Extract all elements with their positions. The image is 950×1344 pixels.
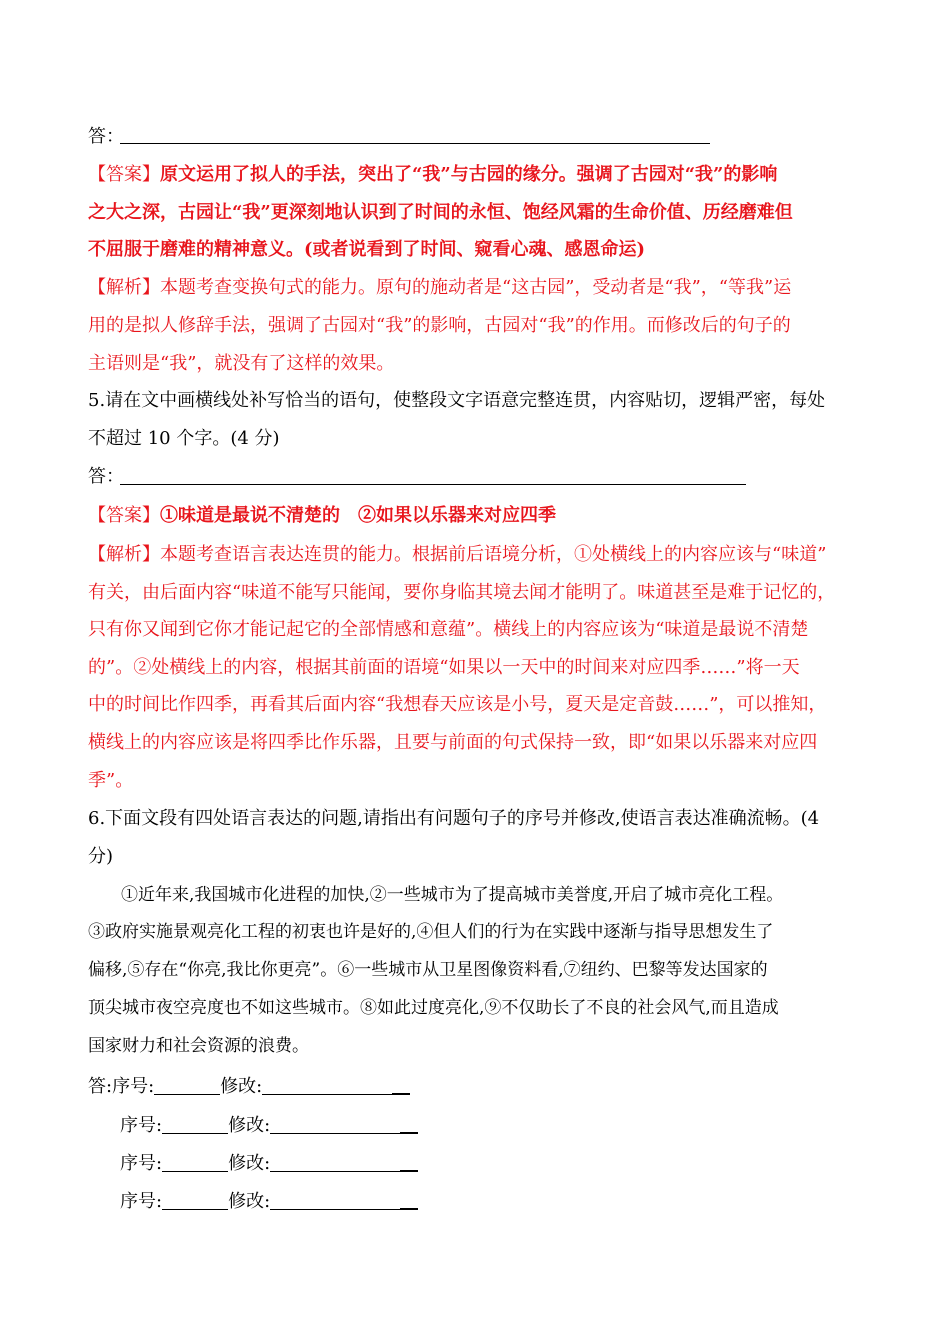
- q6-seq-label: 序号:: [120, 1191, 163, 1212]
- q6-modify-label: 修改:: [220, 1076, 263, 1097]
- q6-passage-line-1: ①近年来,我国城市化进程的加快,②一些城市为了提高城市美誉度,开启了城市亮化工程。: [121, 885, 784, 905]
- q5-analysis-line-4: 的”。②处横线上的内容，根据其前面的语境“如果以一天中的时间来对应四季……”将一天: [88, 657, 800, 678]
- q6-modify-blank-2-end: [400, 1114, 418, 1134]
- q6-modify-label: 修改:: [228, 1191, 271, 1212]
- q5-answer-text: ①味道是最说不清楚的 ②如果以乐器来对应四季: [160, 505, 556, 526]
- q5-answer-tag: 【答案】: [88, 505, 160, 526]
- q4-answer-line-1: 原文运用了拟人的手法，突出了“我”与古园的缘分。强调了古园对“我”的影响: [160, 164, 778, 185]
- q6-modify-blank-1-end: [392, 1075, 410, 1095]
- q6-answer-row-1: [88, 1072, 410, 1098]
- q6-passage-line-3: 偏移,⑤存在“你亮,我比你更亮”。⑥一些城市从卫星图像资料看,⑦纽约、巴黎等发达国家的: [88, 960, 768, 980]
- q5-analysis-line-5: 中的时间比作四季，再看其后面内容“我想春天应该是小号，夏天是定音鼓……”，可以推知，: [88, 694, 827, 715]
- q6-modify-blank-4[interactable]: [270, 1191, 400, 1210]
- q6-seq-label: 序号:: [120, 1153, 163, 1174]
- q4-answer-tag: 【答案】: [88, 164, 160, 185]
- q6-question-line-1: 6.下面文段有四处语言表达的问题,请指出有问题句子的序号并修改,使语言表达准确流畅。(4: [88, 808, 820, 829]
- q5-analysis-block: [88, 540, 826, 566]
- q6-answer-row-3: [120, 1149, 418, 1175]
- q6-seq-blank-3[interactable]: [162, 1153, 228, 1172]
- q5-analysis-line-3: 只有你又闻到它你才能记起它的全部情感和意蕴”。横线上的内容应该为“味道是最说不清楚: [88, 619, 809, 640]
- q5-analysis-line-7: 季”。: [88, 770, 134, 791]
- q6-passage-line-4: 顶尖城市夜空亮度也不如这些城市。⑧如此过度亮化,⑨不仅助长了不良的社会风气,而且造成: [88, 998, 779, 1018]
- q4-analysis-line-2: 用的是拟人修辞手法，强调了古园对“我”的影响，古园对“我”的作用。而修改后的句子的: [88, 315, 791, 336]
- q5-analysis-line-2: 有关，由后面内容“味道不能写只能闻，要你身临其境去闻才能明了。味道甚至是难于记忆的，: [88, 582, 836, 603]
- q4-answer-label: 答：: [88, 126, 124, 147]
- q4-answer-blank[interactable]: [120, 143, 710, 144]
- q6-seq-label: 序号:: [112, 1076, 155, 1097]
- q5-answer-blank[interactable]: [120, 484, 746, 485]
- q4-answer-line-3: 不屈服于磨难的精神意义。(或者说看到了时间、窥看心魂、感恩命运): [88, 239, 646, 260]
- q6-passage-line-2: ③政府实施景观亮化工程的初衷也许是好的,④但人们的行为在实践中逐渐与指导思想发生了: [88, 922, 774, 942]
- q6-question-line-2: 分): [88, 846, 114, 867]
- q4-analysis-tag: 【解析】: [88, 277, 160, 298]
- q6-seq-label: 序号:: [120, 1115, 163, 1136]
- q6-modify-label: 修改:: [228, 1153, 271, 1174]
- q5-question-line-1: 5.请在文中画横线处补写恰当的语句，使整段文字语意完整连贯，内容贴切，逻辑严密，每处: [88, 390, 826, 411]
- q6-answer-row-2: [120, 1111, 418, 1137]
- q5-analysis-tag: 【解析】: [88, 544, 160, 565]
- q4-answer-line: [88, 122, 124, 148]
- q5-answer-line: [88, 462, 124, 488]
- q4-analysis-line-3: 主语则是“我”，就没有了这样的效果。: [88, 353, 395, 374]
- q6-modify-blank-1[interactable]: [262, 1076, 392, 1095]
- q4-analysis-line-1: 本题考查变换句式的能力。原句的施动者是“这古园”，受动者是“我”，“等我”运: [160, 277, 792, 298]
- q6-modify-blank-3[interactable]: [270, 1153, 400, 1172]
- q6-seq-blank-4[interactable]: [162, 1191, 228, 1210]
- q5-question-line-2: 不超过 10 个字。(4 分): [88, 428, 280, 449]
- q5-analysis-line-1: 本题考查语言表达连贯的能力。根据前后语境分析，①处横线上的内容应该与“味道”: [160, 544, 827, 565]
- q6-modify-blank-4-end: [400, 1190, 418, 1210]
- q6-modify-label: 修改:: [228, 1115, 271, 1136]
- q6-passage-line-5: 国家财力和社会资源的浪费。: [88, 1036, 309, 1056]
- q6-answer-row-4: [120, 1187, 418, 1213]
- q5-answer-block: [88, 501, 556, 527]
- q6-seq-blank-2[interactable]: [162, 1115, 228, 1134]
- q4-answer-block: [88, 160, 777, 186]
- q6-modify-blank-2[interactable]: [270, 1115, 400, 1134]
- q6-modify-blank-3-end: [400, 1152, 418, 1172]
- q4-answer-line-2: 之大之深，古园让“我”更深刻地认识到了时间的永恒、饱经风霜的生命价值、历经磨难但: [88, 202, 793, 223]
- q6-seq-blank-1[interactable]: [154, 1076, 220, 1095]
- q6-answer-label: 答:: [88, 1076, 113, 1097]
- q5-analysis-line-6: 横线上的内容应该是将四季比作乐器，且要与前面的句式保持一致，即“如果以乐器来对应四: [88, 732, 818, 753]
- q5-answer-label: 答：: [88, 466, 124, 487]
- q4-analysis-block: [88, 273, 791, 299]
